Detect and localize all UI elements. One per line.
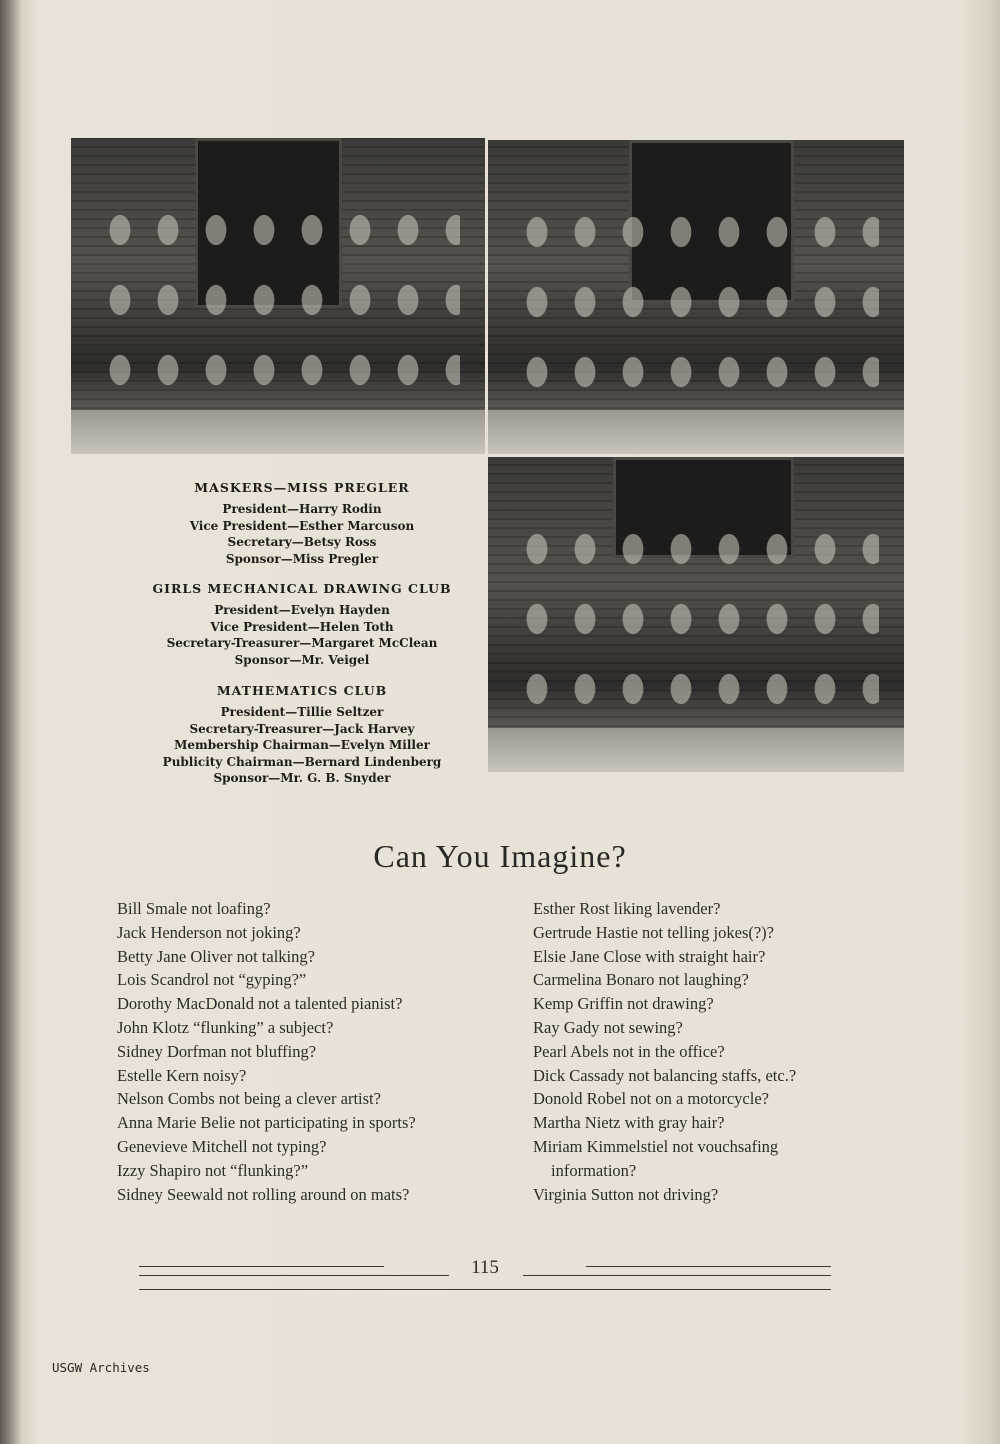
- footer-rule: [523, 1275, 831, 1276]
- maskers-group-photo: [71, 138, 485, 454]
- list-item: Donold Robel not on a motorcycle?: [533, 1089, 769, 1109]
- mathematics-caption: [120, 683, 484, 787]
- list-item: Bill Smale not loafing?: [117, 899, 271, 918]
- list-item: Nelson Combs not being a clever artist?: [117, 1089, 381, 1109]
- club-officer: Secretary-Treasurer—Margaret McClean: [166, 636, 438, 650]
- list-item: Lois Scandrol not “gyping?”: [117, 970, 307, 990]
- list-item-continuation: information?: [551, 1160, 637, 1180]
- imagine-list-right: [533, 897, 913, 1206]
- list-item: Dick Cassady not balancing staffs, etc.?: [533, 1065, 797, 1085]
- maskers-caption: [120, 480, 484, 567]
- list-item: Gertrude Hastie not telling jokes(?)?: [533, 922, 774, 942]
- steps-shape: [488, 410, 904, 454]
- group-figures: [513, 514, 879, 735]
- list-item: Virginia Sutton not driving?: [533, 1184, 719, 1204]
- club-heading: MASKERS—MISS PREGLER: [194, 480, 410, 495]
- club-officer: Sponsor—Mr. Veigel: [234, 652, 370, 667]
- list-item: Pearl Abels not in the office?: [533, 1041, 725, 1061]
- imagine-list-left: [117, 897, 507, 1206]
- archive-label: USGW Archives: [52, 1360, 150, 1375]
- club-officer: Sponsor—Mr. G. B. Snyder: [213, 771, 391, 785]
- footer-rule: [139, 1275, 449, 1276]
- list-item: Jack Henderson not joking?: [117, 922, 301, 942]
- footer-rule: [586, 1266, 831, 1267]
- group-figures: [96, 195, 460, 416]
- list-item: Estelle Kern noisy?: [117, 1065, 247, 1085]
- mechanical-drawing-club-photo: [488, 140, 904, 454]
- list-item: Ray Gady not sewing?: [533, 1017, 683, 1037]
- club-officer: Secretary—Betsy Ross: [227, 535, 377, 549]
- list-item: Elsie Jane Close with straight hair?: [533, 946, 766, 966]
- footer-rule: [139, 1266, 384, 1267]
- page-number: 115: [471, 1257, 499, 1278]
- list-item: Kemp Griffin not drawing?: [533, 994, 714, 1014]
- group-figures: [513, 197, 879, 417]
- club-officer: Secretary-Treasurer—Jack Harvey: [189, 721, 415, 736]
- list-item: Sidney Seewald not rolling around on mats?: [117, 1184, 410, 1204]
- club-officer: Publicity Chairman—Bernard Lindenberg: [162, 754, 442, 769]
- steps-shape: [488, 728, 904, 772]
- footer-rule: [139, 1289, 831, 1290]
- list-item: Martha Nietz with gray hair?: [533, 1113, 725, 1133]
- list-item: Anna Marie Belie not participating in sports?: [117, 1113, 416, 1133]
- club-heading: GIRLS MECHANICAL DRAWING CLUB: [152, 581, 452, 596]
- club-officer: Vice President—Helen Toth: [210, 619, 394, 634]
- list-item: Genevieve Mitchell not typing?: [117, 1136, 327, 1156]
- section-title: Can You Imagine?: [373, 838, 627, 874]
- list-item: Sidney Dorfman not bluffing?: [117, 1041, 317, 1061]
- club-officer: Sponsor—Miss Pregler: [225, 551, 379, 566]
- club-officer: President—Evelyn Hayden: [214, 603, 390, 617]
- club-officer: President—Tillie Seltzer: [220, 705, 384, 719]
- list-item: Esther Rost liking lavender?: [533, 899, 721, 918]
- list-item: Dorothy MacDonald not a talented pianist?: [117, 994, 403, 1014]
- steps-shape: [71, 410, 485, 454]
- list-item: John Klotz “flunking” a subject?: [117, 1017, 334, 1037]
- list-item: Carmelina Bonaro not laughing?: [533, 970, 749, 990]
- list-item: Betty Jane Oliver not talking?: [117, 946, 315, 966]
- list-item: Izzy Shapiro not “flunking?”: [117, 1160, 309, 1180]
- club-officer: President—Harry Rodin: [222, 502, 382, 516]
- club-heading: MATHEMATICS CLUB: [216, 683, 388, 698]
- mechanical-drawing-caption: [120, 581, 484, 668]
- list-item: Miriam Kimmelstiel not vouchsafing: [533, 1136, 779, 1156]
- club-officer: Vice President—Esther Marcuson: [189, 518, 415, 533]
- club-officer: Membership Chairman—Evelyn Miller: [174, 738, 430, 752]
- mathematics-club-photo: [488, 457, 904, 772]
